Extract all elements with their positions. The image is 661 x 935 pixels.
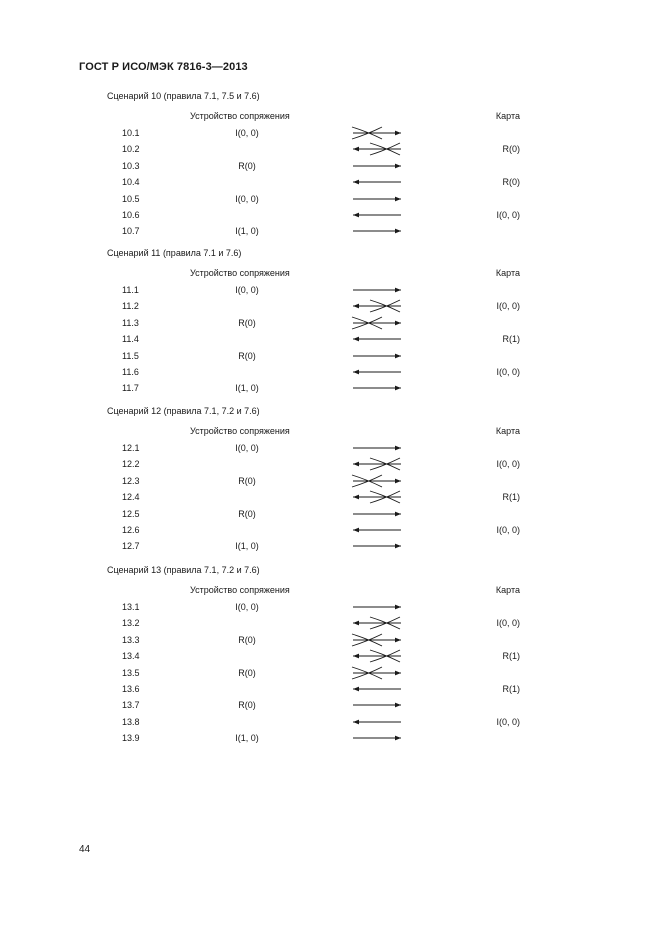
step-number: 13.5 [122,667,140,678]
card-message: I(0, 0) [496,301,520,312]
card-message: I(0, 0) [496,459,520,470]
arrow-head [353,654,359,659]
arrow-right-icon [350,730,404,746]
device-message: R(0) [238,160,256,171]
arrow-left-icon [350,615,404,631]
card-message: I(0, 0) [496,525,520,535]
step-number: 13.1 [122,602,140,612]
step-number: 12.5 [122,508,140,519]
column-header-device: Устройство сопряжения [190,268,290,278]
device-message: I(0, 0) [235,285,259,295]
scenario-title: Сценарий 11 (правила 7.1 и 7.6) [107,248,242,258]
column-header-device: Устройство сопряжения [190,426,290,436]
device-message: R(0) [238,475,256,486]
arrow-right-icon [350,599,404,615]
arrow-left-icon [350,681,404,697]
device-message: R(0) [238,667,256,678]
card-message: I(0, 0) [496,210,520,220]
arrow-left-icon [350,714,404,730]
document-header: ГОСТ Р ИСО/МЭК 7816-3—2013 [79,61,248,73]
column-header-card: Карта [495,268,520,278]
arrow-head [353,621,359,626]
arrow-right-icon [350,665,404,681]
card-message: R(1) [502,334,520,345]
device-message: R(0) [238,317,256,328]
step-number: 10.7 [122,226,140,237]
card-message: I(0, 0) [496,367,520,377]
step-number: 12.7 [122,541,140,552]
arrow-head [395,670,401,675]
column-header-device: Устройство сопряжения [190,585,290,595]
step-number: 10.6 [122,210,140,220]
arrow-head [395,703,401,708]
column-header-card: Карта [495,111,520,121]
card-message: R(1) [502,492,520,503]
step-number: 12.6 [122,525,140,535]
scenario-title: Сценарий 10 (правила 7.1, 7.5 и 7.6) [107,91,260,101]
step-number: 10.2 [122,144,140,155]
device-message: R(0) [238,634,256,645]
arrow-head [353,687,359,692]
card-message: R(0) [502,144,520,155]
step-number: 11.7 [122,383,139,394]
step-number: 12.2 [122,459,140,470]
column-header-card: Карта [495,426,520,436]
column-header-device: Устройство сопряжения [190,111,290,121]
step-number: 13.6 [122,684,140,694]
step-number: 13.7 [122,700,140,711]
step-number: 12.1 [122,443,140,453]
step-number: 11.2 [122,301,139,312]
device-message: I(1, 0) [235,541,259,552]
arrow-head [395,736,401,741]
card-message: R(1) [502,651,520,662]
card-message: I(0, 0) [496,716,520,727]
step-number: 11.1 [122,285,139,295]
step-number: 10.1 [122,128,140,138]
scenario-title: Сценарий 13 (правила 7.1, 7.2 и 7.6) [107,565,260,575]
step-number: 13.8 [122,716,140,727]
device-message: I(0, 0) [235,193,259,204]
step-number: 10.3 [122,160,140,171]
arrow-head [395,605,401,610]
column-header-card: Карта [495,585,520,595]
device-message: R(0) [238,700,256,711]
arrow-right-icon [350,697,404,713]
device-message: I(0, 0) [235,128,259,138]
step-number: 13.9 [122,733,140,744]
card-message: R(1) [502,684,520,694]
device-message: I(0, 0) [235,602,259,612]
device-message: R(0) [238,350,256,361]
arrow-right-icon [350,632,404,648]
step-number: 13.4 [122,651,140,662]
step-number: 11.4 [122,334,139,345]
step-number: 10.4 [122,177,140,188]
page-number: 44 [79,844,91,855]
step-number: 10.5 [122,193,140,204]
scenario-title: Сценарий 12 (правила 7.1, 7.2 и 7.6) [107,406,260,416]
device-message: I(1, 0) [235,383,259,394]
step-number: 12.4 [122,492,140,503]
arrow-left-icon [350,648,404,664]
step-number: 11.5 [122,350,139,361]
device-message: I(1, 0) [235,226,259,237]
step-number: 13.3 [122,634,140,645]
device-message: R(0) [238,508,256,519]
step-number: 12.3 [122,475,140,486]
step-number: 13.2 [122,618,140,629]
arrow-head [395,637,401,642]
step-number: 11.6 [122,367,139,377]
device-message: I(0, 0) [235,443,259,453]
card-message: R(0) [502,177,520,188]
step-number: 11.3 [122,317,139,328]
arrow-head [353,719,359,724]
device-message: I(1, 0) [235,733,259,744]
card-message: I(0, 0) [496,618,520,629]
